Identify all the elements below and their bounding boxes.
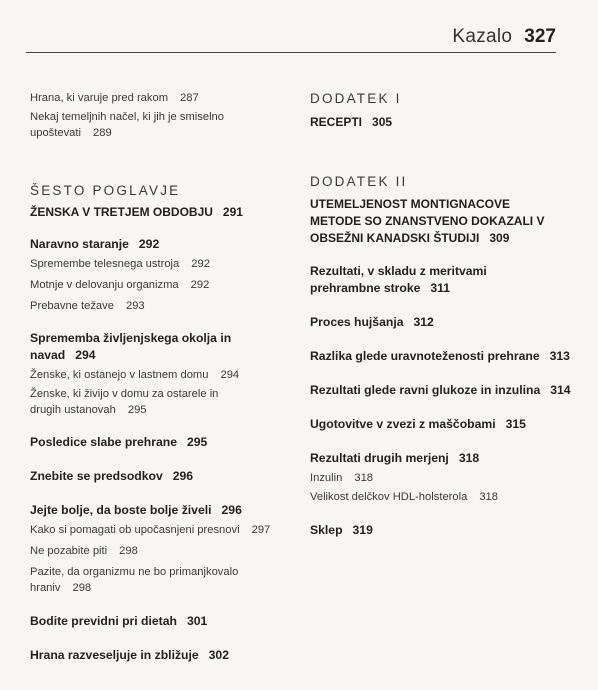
toc-section-entry xyxy=(310,348,572,365)
toc-section-text: Posledice slabe prehrane xyxy=(30,435,177,449)
toc-entry-text: Velikost delčkov HDL-holsterola xyxy=(310,491,468,503)
toc-entry-text: Ženske, ki ostanejo v lastnem domu xyxy=(30,369,209,381)
toc-section-entry xyxy=(30,613,290,630)
toc-sub-entry xyxy=(310,489,572,505)
toc-entry-page: 287 xyxy=(180,92,199,104)
toc-section-page: 314 xyxy=(550,383,571,397)
toc-section-page: 313 xyxy=(549,349,570,363)
toc-section-text: Jejte bolje, da boste bolje živeli xyxy=(30,503,212,517)
toc-entry-text: Prebavne težave xyxy=(30,300,114,312)
toc-section-page: 318 xyxy=(458,451,480,465)
toc-entry-page: 298 xyxy=(72,582,92,594)
toc-section-entry xyxy=(30,647,290,664)
toc-section-text: Ugotovitve v zvezi z maščobami xyxy=(310,417,496,431)
appendix-title-page: 305 xyxy=(372,115,393,129)
appendix-label: DODATEK II xyxy=(310,174,408,189)
toc-section-text: Rezultati glede ravni glukoze in inzulina xyxy=(310,383,541,397)
appendix-title-page: 309 xyxy=(489,231,510,245)
toc-sub-entry xyxy=(30,109,230,141)
toc-sub-entry xyxy=(30,277,290,293)
appendix-title xyxy=(310,114,572,131)
header-rule xyxy=(26,52,556,53)
appendix-title-text: UTEMELJENOST MONTIGNACOVE METODE SO ZNANSTVENO DOKAZALI V OBSEŽNI KANADSKI ŠTUDIJI xyxy=(310,197,545,245)
toc-sub-entry xyxy=(30,90,230,106)
appendix-label: DODATEK I xyxy=(310,91,402,106)
toc-section-text: Rezultati, v skladu z meritvami prehrambne stroke xyxy=(310,264,487,295)
toc-section-entry xyxy=(30,330,235,364)
running-header xyxy=(452,26,556,54)
toc-section-text: Bodite previdni pri dietah xyxy=(30,614,177,628)
page-number: 327 xyxy=(524,26,556,47)
toc-section-entry xyxy=(30,236,290,253)
toc-section-entry xyxy=(30,468,290,485)
toc-entry-page: 292 xyxy=(191,258,210,270)
chapter-label: ŠESTO POGLAVJE xyxy=(30,183,181,198)
toc-entry-page: 318 xyxy=(479,491,498,503)
toc-sub-entry xyxy=(30,522,290,538)
toc-section-page: 302 xyxy=(208,648,229,662)
toc-section-text: Naravno staranje xyxy=(30,237,129,251)
toc-entry-page: 318 xyxy=(354,472,374,484)
toc-section-page: 312 xyxy=(413,315,434,329)
chapter-title-text: ŽENSKA V TRETJEM OBDOBJU xyxy=(30,205,213,219)
toc-section-entry xyxy=(310,382,572,399)
toc-entry-text: Pazite, da organizmu ne bo primanjkovalo hraniv xyxy=(30,566,239,594)
toc-section-entry xyxy=(30,502,290,519)
toc-section-text: Razlika glede uravnoteženosti prehrane xyxy=(310,349,540,363)
toc-entry-text: Inzulin xyxy=(310,472,343,484)
toc-entry-text: Kako si pomagati ob upočasnjeni presnovi xyxy=(30,524,240,536)
toc-section-entry xyxy=(310,522,572,539)
appendix-title-text: RECEPTI xyxy=(310,115,363,129)
toc-section-text: Rezultati drugih merjenj xyxy=(310,451,449,465)
toc-section-text: Hrana razveseljuje in zbližuje xyxy=(30,648,199,662)
toc-section-text: Sklep xyxy=(310,523,343,537)
toc-entry-page: 289 xyxy=(93,127,112,139)
toc-entry-page: 297 xyxy=(251,524,271,536)
toc-sub-entry xyxy=(30,386,245,418)
toc-section-page: 311 xyxy=(430,281,451,295)
toc-entry-page: 298 xyxy=(119,545,138,557)
toc-section-page: 301 xyxy=(186,614,208,628)
toc-section-page: 296 xyxy=(172,469,194,483)
toc-section-page: 294 xyxy=(75,348,96,362)
toc-entry-text: Nekaj temeljnih načel, ki jih je smiselno upoštevati xyxy=(30,111,225,139)
toc-section-entry xyxy=(310,450,572,467)
toc-sub-entry xyxy=(30,543,290,559)
toc-entry-text: Ženske, ki živijo v domu za ostarele in drugih ustanovah xyxy=(30,388,219,416)
chapter-title-page: 291 xyxy=(222,205,243,219)
toc-section-entry xyxy=(310,416,572,433)
toc-section-entry xyxy=(310,263,560,297)
toc-section-page: 315 xyxy=(505,417,526,431)
toc-sub-entry xyxy=(310,470,572,486)
toc-section-page: 319 xyxy=(352,523,373,537)
toc-section-entry xyxy=(310,314,572,331)
toc-section-page: 296 xyxy=(221,503,242,517)
left-column xyxy=(30,90,290,664)
toc-section-page: 295 xyxy=(187,435,208,449)
right-column xyxy=(310,90,572,539)
toc-sub-entry xyxy=(30,298,290,314)
toc-section-text: Znebite se predsodkov xyxy=(30,469,163,483)
toc-entry-page: 295 xyxy=(127,404,147,416)
toc-entry-text: Spremembe telesnega ustroja xyxy=(30,258,180,270)
toc-sub-entry xyxy=(30,256,290,272)
toc-section-text: Sprememba življenjskega okolja in navad xyxy=(30,331,232,362)
toc-sub-entry xyxy=(30,367,290,383)
page-header-title: Kazalo xyxy=(452,26,513,47)
toc-section-text: Proces hujšanja xyxy=(310,315,404,329)
toc-entry-page: 292 xyxy=(190,279,210,291)
toc-entry-text: Hrana, ki varuje pred rakom xyxy=(30,92,169,104)
toc-section-page: 292 xyxy=(138,237,160,251)
chapter-title xyxy=(30,204,290,221)
toc-sub-entry xyxy=(30,564,300,596)
toc-entry-page: 293 xyxy=(125,300,145,312)
toc-entry-text: Ne pozabite piti xyxy=(30,545,108,557)
toc-entry-text: Motnje v delovanju organizma xyxy=(30,279,179,291)
appendix-title xyxy=(310,196,550,247)
toc-entry-page: 294 xyxy=(220,369,240,381)
toc-section-entry xyxy=(30,434,290,451)
